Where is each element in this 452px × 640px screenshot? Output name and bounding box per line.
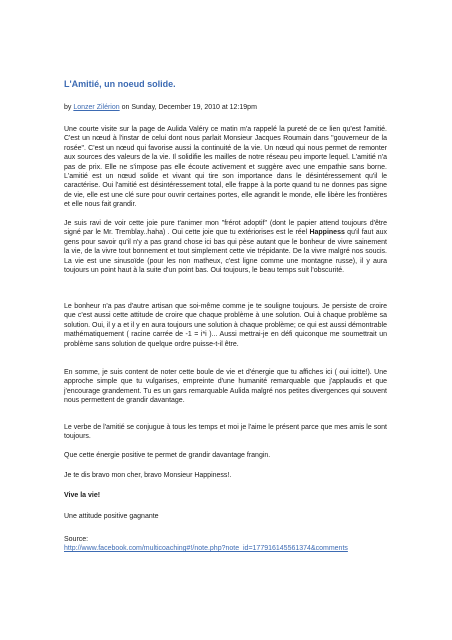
paragraph-7: Je te dis bravo mon cher, bravo Monsieur Happiness!. (64, 472, 232, 479)
paragraph-2-end: qu'il faut aux gens pour savoir qu'il n'y a pas grand chose ici bas qui pèse autant que le bonheur de vivre sainement la vie, de la vivre tout bonnement et tout simplement cette vie trépidante. De la vivre malgré nos soucis. La vie est une sinusoïde (pour les non matheux, c'est ligne comme une montagne russe), il y aura toujours un point haut à la suite d'un point bas. Oui toujours, le beau temps suit l'obscurité. (64, 229, 387, 275)
paragraph-2 (64, 219, 387, 275)
happiness-bold: Happiness (309, 229, 345, 237)
vive-la-vie (64, 491, 387, 500)
source-line (64, 544, 387, 553)
byline-prefix: by (64, 104, 74, 111)
paragraph-2-start: Je suis ravi de voir cette joie pure t'animer mon "frérot adoptif" (dont le papier attend toujours d'être signé par le Mr. Tremblay..haha) . Oui cette joie que tu extériorises est le réel (64, 220, 387, 237)
byline-date: on Sunday, December 19, 2010 at 12:19pm (119, 104, 257, 111)
source-label: Source: (64, 536, 89, 543)
paragraph-6: Que cette énergie positive te permet de grandir davantage frangin. (64, 452, 271, 459)
source-link[interactable]: http://www.facebook.com/multicoaching#!/note.php?note_id=177916145561374&comments (64, 545, 348, 552)
paragraph-1: Une courte visite sur la page de Aulida Valéry ce matin m'a rappelé la pureté de ce lien qu'est l'amitié. C'est un nœud à l'instar de celui dont nous parlait Monsieur Jacques Roumain dans "gouverneur de la rosée". C'est un nœud qui favorise aussi la continuité de la vie. Un nœud qui nous permet de remonter aux sources des valeurs de la vie. Il solidifie les mailles de notre réseau peu importe lequel. L'amitié n'a pas de prix. Elle ne s'impose pas elle écoute activement et suggère avec une empathie sans borne. L'amitié est un nœud solide et vivant qui tire son importance dans le désintéressement qu'il le caractérise. Oui l'amitié est désintéressement total, elle frappe à la porte quand tu ne donnes pas signe de vie, elle est une clé sure pour ouvrir certaines portes, elle agrandit le monde, elle libère les frontières et elle nous fait grandir. (64, 126, 387, 209)
paragraph-3: Le bonheur n'a pas d'autre artisan que soi-même comme je te souligne toujours. Je persiste de croire que c'est aussi cette attitude de croire que chaque problème à une solution. Oui à chaque problème sa solution. Oui, il y a et il y en aura toujours une solution à chaque problème; ce qui est aussi démontrable mathématiquement ( racine carrée de -1 = i*i )... Aussi mettrai-je en défi quiconque me soumettrait un problème sans solution de quelque ordre puisse-t-il être. (64, 303, 387, 348)
attitude-line: Une attitude positive gagnante (64, 513, 159, 520)
vive-la-vie-text: Vive la vie! (64, 492, 101, 499)
paragraph-4: En somme, je suis content de noter cette boule de vie et d'énergie que tu affiches ici ( oui icitte!). Une approche simple que tu vulgarises, empreinte d'une humanité remarquable que j'applaudis et que j'encourage grandement. Tu es un gars remarquable Aulida malgré nos petites divergences qui souvent nous permettent de grandir davantage. (64, 369, 387, 405)
page-title: L'Amitié, un noeud solide. (64, 79, 176, 89)
author-link[interactable]: Lonzer Zilérion (73, 104, 120, 111)
byline (64, 104, 257, 111)
paragraph-5: Le verbe de l'amitié se conjugue à tous les temps et moi je l'aime le présent parce que mes amis le sont toujours. (64, 424, 387, 441)
